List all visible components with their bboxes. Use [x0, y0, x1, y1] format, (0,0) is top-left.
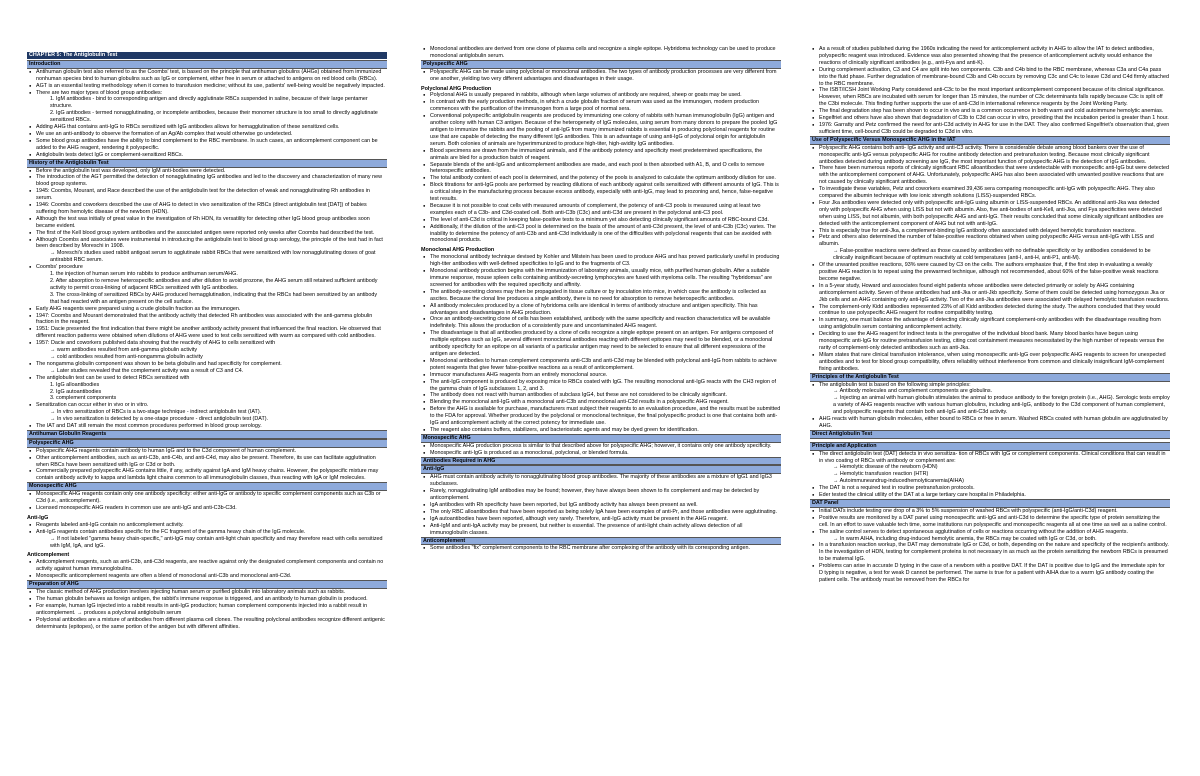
list-item: → Later studies revealed that the complement activity was a result of C3 and C4. [50, 367, 244, 374]
list-item: → warm antibodies resulted from anti-gamma globulin activity [50, 347, 198, 354]
list-item: ● Before the AHG is available for purchase, manufacturers must subject their reagents to an evaluation procedure, and the results must be submitted to the FDA for approval. Whether produced by the polyclonal or monoclonal technique, the final polyspecific product is one that contains both anti-IgG and anticomplement activity at the correct potency for immediate use. [430, 406, 781, 427]
section-header-dat: Direct Antiglobulin Test [810, 430, 1170, 439]
dat-panel-list [810, 508, 1170, 584]
list-item: ● During complement activation, C3 and C4 are split into two components. C3b and C4b bind to the RBC membrane, whereas C3a and C4a pass into the fluid phase. Further degradation of membrane-bound C3b and C4b occurs by removing C3c and C4c to leave C3d and C4d firmly attached to the RBC membrane. [819, 67, 1170, 88]
subsection-header-principle-application: Principle and Application [810, 442, 1170, 451]
list-item: ● The classic method of AHG production involves injecting human serum or purified globulin into laboratory animals such as rabbits. [36, 589, 387, 596]
list-item: ● Petz and others also determined the number of false-positive reactions obtained when using polyspecific AHG versus anti-IgG with LISS and albumin. [819, 234, 1170, 248]
list-item: ● Positive results are monitored by a DAT panel using monospecific anti-IgG and anti-C3d to determine the specific type of protein sensitizing the cell. In an effort to save valuable tech time, some institutions run polyspecific and monospecific reagents all at one time as well as a saline control. [819, 515, 1170, 529]
list-item: ● Monospecific anti-IgG is produced as a monoclonal, polyclonal, or blended formula. [430, 450, 781, 457]
subsection-header-monospecific: Monospecific AHG [27, 482, 387, 491]
list-item: ● The only RBC alloantibodies that have been reported as being solely IgA have been examples of anti-Pr, and those antibodies were agglutinating. [430, 509, 781, 516]
column-3 [810, 46, 1170, 736]
list-item: ● Sensitization can occur either in vivo or in vitro. [36, 402, 387, 409]
list-item: 1. IgM antibodies - bind to corresponding antigen and directly agglutinate RBCs suspended in saline, because of their large pentamer structure. [50, 96, 368, 110]
list-item: → In warm AIHA, including drug-induced hemolytic anemia, the RBCs may be coated with IgG or C3d, or both. [833, 535, 1097, 542]
usage-list [810, 145, 1170, 373]
section-header-preparation: Preparation of AHG [27, 580, 387, 589]
list-item: ● Engelfriet and others have also shown that degradation of C3b to C3d can occur in vitro, providing that the incubation period is greater than 1 hour. [819, 115, 1170, 122]
monoclonal-intro-list [421, 46, 781, 60]
list-item: ● Anti-IgG reagents contain antibodies specific for the FC fragment of the gamma heavy chain of the IgG molecule. [36, 529, 387, 536]
list-item: ● The antibody does not react with human antibodies of subclass IgG4, but these are not considered to be clinically significant. [430, 392, 781, 399]
list-item: 2. IgG antibodies - termed nonagglutinating, or incomplete antibodies, because their monomer structure is too small to directly agglutinate sensitized RBCs. [50, 110, 378, 124]
monospecific-list [421, 443, 781, 457]
section-header-usage: Use of Polyspecific Versus Monospecific AHG in the IAT [810, 136, 1170, 145]
subheading-monoclonal-production: Monoclonal AHG Production [421, 247, 495, 254]
list-item: 1. the injection of human serum into rabbits to produce antihuman serum/AHG. [50, 271, 238, 278]
list-item: 1. IgG alloantibodies [50, 381, 100, 388]
list-item: ● Adding AHG that contains anti-IgG to RBCs sensitized with IgG antibodies allows for hemagglutination of these sensitized cells. [36, 124, 387, 131]
list-item: 3. complement components [50, 395, 117, 402]
list-item: ● AHG reacts with human globulin molecules, either bound to RBCs or free in serum. Washed RBCs coated with human globulin are agglutinated by AHG. [819, 416, 1170, 430]
list-item: ● The complement-only Kidd antibodies represented 23% of all Kidd antibodies detected during the study. The authors concluded that they would continue to use polyspecific AHG reagent for routine compatibility testing. [819, 304, 1170, 318]
section-header-principles: Principles of the Antiglobulin Test [810, 373, 1170, 382]
list-item: ● We use an anti-antibody to observe the formation of an Ag/Ab complex that would otherwise go undetected. [36, 131, 387, 138]
preparation-list [27, 589, 387, 630]
list-item: ● Eder tested the clinical utility of the DAT at a large tertiary care hospital in Philadelphia. [819, 492, 1170, 499]
list-item: → cold antibodies resulted from anti-nongamma globulin activity [50, 353, 203, 360]
list-item: ● Initial DATs include testing one drop of a 3% to 5% suspension of washed RBCs with polyspecific (anti-IgG/anti-C3d) reagent. [819, 508, 1170, 515]
list-item: ● Monospecific AHG production process is similar to that described above for polyspecific AHG; however, it contains only one antibody specificity. [430, 443, 781, 450]
list-item: ● AGT is an essential testing methodology when it comes to transfusion medicine; without its use, patients' well-being would be negatively impacted. [36, 83, 387, 90]
principles-list [810, 382, 1170, 430]
monospecific-list [27, 491, 387, 512]
list-item: ● There have been numerous reports of clinically significant RBC alloantibodies that were undetectable with monospecific anti-IgG but were detected with the anticomplement component of AHG. Unfortunately, polyspecific AHG has also been associated with unwanted positive reactions that are not caused by clinically significant antibodies. [819, 165, 1170, 186]
polyspecific-list [421, 69, 781, 83]
introduction-list [27, 69, 387, 159]
list-item: → Antibody molecules and complement components are globulins. [833, 388, 993, 395]
list-item: ● The antibody-secreting clones may then be propagated in tissue culture or by inoculation into mice, in which case the antibody is collected as ascites. Because the clonal line produces a single antibody, there is no need for absorption to remove heterospecific antibodies. [430, 289, 781, 303]
list-item: ● The direct antiglobulin test (DAT) detects in vivo sensitiza- tion of RBCs with IgG or complement components. Clinical conditions that can result in in vivo coating of RBCs with antibody or complement are: [819, 451, 1170, 465]
section-header-reagents: Antihuman Globulin Reagents [27, 430, 387, 439]
list-item: ● Additionally, if the dilution of the anti-C3 pool is determined on the basis of the amount of anti-C3d present, the level of anti-C3b (C3c) varies. The inability to determine the potency of anti-C3b and anti-C3d individually is one of the difficulties with polyclonal reagents that can be avoided with monoclonal products. [430, 224, 781, 245]
list-item: ● Monospecific AHG reagents contain only one antibody specificity: either anti-IgG or antibody to specific complement components such as C3b or C3d (i.e., anticomplement). [36, 491, 387, 505]
list-item: ● 1945: Coombs, Mourant, and Race described the use of the antiglobulin test for the detection of weak and nonagglutinating Rh antibodies in serum. [36, 188, 387, 202]
list-item: ● The reagent also contains buffers, stabilizers, and bacteriostatic agents and may be dyed green for identification. [430, 427, 781, 434]
list-item: ● The monoclonal antibody technique devised by Kohler and Milstein has been used to produce AHG and has proved particularly useful in producing high-titer antibodies with well-defined specificities to IgG and to the fragments of C3. [430, 254, 781, 268]
list-item: ● To investigate these variables, Petz and coworkers examined 39,436 sera comparing monospecific anti-IgG with polyspecific AHG. They also compared the albumin technique with low ionic strength solutions (LISS)-suspended RBCs. [819, 186, 1170, 200]
list-item: 3. The cross-linking of sensitized RBCs by AHG produced hemagglutination, indicating that the RBCs had been sensitized by an antibody that had reacted with an antigen present on the cell surface. [50, 291, 378, 305]
anticomplement-list [27, 559, 387, 580]
list-item: ● Early AHG reagents were prepared using a crude globulin fraction as the immunogen. [36, 306, 387, 313]
list-item: ● Polyspecific AHG reagents contain antibody to human IgG and to the C3d component of human complement. [36, 448, 387, 455]
anticomplement-continued-list [810, 46, 1170, 136]
list-item: ● The level of anti-C3d is critical in keeping false-positive tests to a minimum yet also detecting clinically significant amounts of RBC-bound C3d. [430, 217, 781, 224]
list-item: ● The ISBT/ICSH Joint Working Party considered anti-C3c to be the most important anticomplement component because of its clinical significance. However, when RBCs are incubated with serum for longer than 15 minutes, the number of C3c determinants falls rapidly because C3c is split off the C3bi molecule. This finding further supports the use of anti-C3d in international reference reagents by the Joint Working Party. [819, 87, 1170, 108]
list-item: ● Polyspecific AHG contains both anti- IgG activity and anti-C3 activity. There is considerable debate among blood bankers over the use of monospecific anti-IgG versus polyspecific AHG for routine antibody detection and pretransfusion testing. Because most clinically significant antibodies detected during antibody screening are IgG, the most important function of polyspecific AHG is the detection of IgG antibodies. [819, 145, 1170, 166]
list-item: ● Monoclonal antibodies to human complement components anti-C3b and anti-C3d may be blended with polyclonal anti-IgG from rabbits to achieve potent reagents that give fewer false-positive reactions as a result of anticomplement. [430, 358, 781, 372]
subsection-header-anticomplement: Anticomplement [421, 537, 781, 546]
list-item: ● 1957: Dacie and coworkers published data showing that the reactivity of AHG to cells sensitized with [36, 340, 387, 347]
list-item: → Injecting an animal with human globulin stimulates the animal to produce antibody to the foreign protein (i.e., AHG). Serologic tests employ a variety of AHG reagents reactive with various human globulins, including anti-IgG, antibody to the C3d component of human complement, and polyspecific reagents that contain both anti-IgG and anti-C3d activity. [833, 395, 1170, 416]
list-item: ● The total antibody content of each pool is determined, and the potency of the pools is analyzed to calculate the optimum antibody dilution for use. [430, 175, 781, 182]
list-item: 2. IgG autoantibodies [50, 388, 102, 395]
list-item: ● 1947: Coombs and Mourant demonstrated that the antibody activity that detected Rh antibodies was associated with the anti-gamma globulin fraction in the reagent. [36, 313, 387, 327]
section-header-introduction: Introduction [27, 60, 387, 69]
list-item: ● In contrast with the early production methods, in which a crude globulin fraction of serum was used as the immunogen, modern production commences with the purification of the immunogen from a large pool of normal sera. [430, 99, 781, 113]
list-item: → Autoimmuneandrug-inducedhemolyticanemia(AIHA) [833, 478, 964, 485]
list-item: ● The final degradation step has been shown to occur in vivo and is a common occurrence in both warm and cold autoimmune hemolytic anemias. [819, 108, 1170, 115]
list-item: ● As a result of studies published during the 1960s indicating the need for anticomplement activity in AHG to allow the IAT to detect antibodies, polyspecific reagent was introduced. Evidence was also presented showing that the presence of anticomplement activity would enhance the reactions of clinically significant antibodies (e.g., anti-Fya and anti-K). [819, 46, 1170, 67]
list-item: ● IgA autoantibodies have been reported, although very rarely. Therefore, anti-IgG activity must be present in the AHG reagent. [430, 516, 781, 523]
list-item: ● The human globulin behaves as foreign antigen, the rabbit's immune response is triggered, and an antibody to human globulin is produced. [36, 596, 387, 603]
subheading-anticomplement: Anticomplement [27, 552, 70, 559]
list-item: ● The introduction of the AGT permitted the detection of nonagglutinating IgG antibodies and led to the discovery and characterization of many new blood group systems. [36, 174, 387, 188]
list-item: ● Although Coombs and associates were instrumental in introducing the antiglobulin test to blood group serology, the principle of the test had in fact been described by Moreschi in 1908. [36, 237, 387, 251]
section-header-history: History of the Antiglobulin Test [27, 159, 387, 168]
list-item: ● Four Jka antibodies were detected only with polyspecific anti-IgG using albumin or LISS-suspended RBCs. An additional anti-Jka was detected only with polyspecific AHG when using LISS but not with albumin. Also, five anti-bodies of anti-Kell, anti-Jka, and Fya specificities were detected when using LISS, but not albumin, with both polyspecific AHG and anti-IgG. Their results concluded that some clinically significant antibodies are detected with the anticomplement component of AHG but not with anti-IgG. [819, 200, 1170, 228]
list-item: ● Some antibodies "fix" complement components to the RBC membrane after complexing of the antibody with its corresponding antigen. [430, 545, 781, 552]
list-item: ● Blood specimens are drawn from the immunized animals, and if the antibody potency and specificity meet predetermined specifications, the animals are bled for a production batch of reagent. [430, 148, 781, 162]
list-item: 2. After absorption to remove heterospecific antibodies and after dilution to avoid prozone, the AHG serum still retained sufficient antibody activity to permit cross-linking of adjacent RBCs sensitized with IgG antibodies. [50, 278, 378, 291]
list-item: ● Immucor manufactures AHG reagents from an entirely monoclonal source. [430, 372, 781, 379]
section-header-antibodies-required: Antibodies Required in AHG [421, 457, 781, 466]
list-item: ● This is especially true for anti-Jka, a complement-binding IgG antibody often associated with delayed hemolytic transfusion reactions. [819, 228, 1170, 235]
subsection-header-dat-panel: DAT Panel [810, 499, 1170, 508]
anticomplement-list [421, 545, 781, 552]
list-item: ● Conventional polyspecific antiglobulin reagents are produced by immunizing one colony of rabbits with human immunoglobulin (IgG) antigen and another colony with human C3 antigen. Because of the heterogeneity of IgG molecules, using serum from many donors to prepare the pooled IgG antigen to immunize the rabbits and the pooling of anti-IgG from many immunized rabbits is essential in producing polyclonal reagents for routine use that are capable of detecting the many different IgG antibodies. This is an advantage of using anti-IgG of polyclonal origin for antiglobulin serum. Both colonies of animals are hyperimmunized to produce high-titer, high-avidity IgG antibodies. [430, 113, 781, 148]
list-item: ● All antibody molecules produced by a clone of hybridoma cells are identical in terms of antibody structure and antigen specificity. This has advantages and disadvantages in AHG production. [430, 303, 781, 317]
list-item: ● Rarely, nonagglutinating IgM antibodies may be found; however, they have always been shown to fix complement and may be detected by anticomplement. [430, 488, 781, 502]
column-1 [27, 52, 387, 716]
list-item: ● Block titrations for anti-IgG pools are performed by reacting dilutions of each antibody against cells sensitized with different amounts of IgG. This is a critical step in the manufacturing process because excess antibody, especially with anti-IgG, may lead to prozoning and, hence, false-negative test results. [430, 182, 781, 203]
polyspecific-list [27, 448, 387, 483]
section-header-polyspecific: Polyspecific AHG [421, 60, 781, 69]
list-item: ● 1946: Coombs and coworkers described the use of AHG to detect in vivo sensitization of the RBCs (direct antiglobulin test [DAT]) of babies suffering from hemolytic disease of the newborn (HDN). [36, 202, 387, 216]
list-item: ● The nongamma globulin component was shown to be beta globulin and had specificity for complement. [36, 361, 387, 368]
polyclonal-production-list [421, 92, 781, 244]
list-item: ● Milam states that rare clinical transfusion intolerance, when using monospecific anti-IgG over polyspecific AHG reagents to screen for unexpected antibodies and to test for blood group compatibility, offers reliability without interference from common and clinically insignificant IgM-complement fixing antibodies. [819, 352, 1170, 373]
list-item: ● Blending the monoclonal anti-IgG with a monoclonal anti-C3b and monoclonal anti-C3d results in a polyspecific AHG reagent. [430, 399, 781, 406]
list-item: ● The antiglobulin test is based on the following simple principles: [819, 382, 1170, 389]
list-item: → Moreschi's studies used rabbit antigoat serum to agglutinate rabbit RBCs that were sensitized with low nonagglutinating doses of goat antirabbit RBC serum. [50, 250, 376, 264]
list-item: ● AHG must contain antibody activity to nonagglutinating blood group antibodies. The majority of these antibodies are a mixture of IgG1 and IgG3 subclasses. [430, 474, 781, 488]
list-item: ● Before the antiglobulin test was developed, only IgM anti-bodies were detected. [36, 168, 387, 175]
section-header-monospecific: Monospecific AHG [421, 434, 781, 443]
list-item: ● Monoclonal antibody production begins with the immunization of laboratory animals, usually mice, with purified human globulin. After a suitable immune response, mouse spleen cells containing antibody-secreting lymphocytes are fused with myeloma cells. The resulting "hybridomas" are screened for antibodies with the required specificity and affinity. [430, 268, 781, 289]
dat-principle-list [810, 451, 1170, 499]
list-item: ● Other anticomplement antibodies, such as anti-C3b, anti-C4b, and anti-C4d, may also be present. Therefore, its use can facilitate agglutination when RBCs have been sensitized with IgG or C3d or both. [36, 455, 387, 469]
list-item: ● Problems can arise in accurate D typing in the case of a newborn with a positive DAT. If the DAT is positive due to IgG and the immediate spin for D typing is negative, a test for weak D cannot be performed. The same is true for a patient with AIHA due to a warm IgG antibody coating the patient cells. The antibody must be removed from the RBCs for [819, 563, 1170, 584]
list-item: → Hemolytic disease of the newborn (HDN) [833, 464, 938, 471]
list-item: ● Polyclonal AHG is usually prepared in rabbits, although when large volumes of antibody are required, sheep or goats may be used. [430, 92, 781, 99]
list-item: ● The IAT and DAT still remain the most common procedures performed in blood group serology. [36, 423, 387, 430]
list-item: ● Licensed monospecific AHG readers in common use are anti-IgG and anti-C3b-C3d. [36, 505, 387, 512]
list-item: → If not labeled "gamma heavy chain-specific," anti-IgG may contain anti-light chain specificity and may therefore react with cells sensitized with IgM, IgA, and IgG. [50, 535, 383, 549]
list-item: ● 1976: Garratty and Petz confirmed the need for anti-C3d activity in AHG for use in the DAT. They also confirmed Engelfriet's observation that, given sufficient time, cell-bound C3b could be degraded to C3d in vitro. [819, 122, 1170, 136]
list-item: ● Antihuman globulin test also referred to as the Coombs' test, is based on the principle that antihuman globulins (AHGs) obtained from immunized nonhuman species bind to human globulins such as IgG or complement, either free in serum or attached to antigens on red blood cells (RBCs). [36, 69, 387, 83]
list-item: ● The first of the Kell blood group system antibodies and the associated antigen were reported only weeks after Coombs had described the test. [36, 230, 387, 237]
list-item: ● 1951: Dacie presented the first indication that there might be another antibody activity present that influenced the final reaction. He observed that different reaction patterns were obtained when dilutions of AHG were used to test cells sensitized with warm as compared with cold antibodies. [36, 326, 387, 340]
list-item: ● Commercially prepared polyspecific AHG contains little, if any, activity against IgA and IgM heavy chains. However, the polyspecific mixture may contain antibody activity to kappa and lambda light chains common to all immunoglobulin classes, thus reacting with IgA or IgM molecules. [36, 468, 387, 482]
chapter-title: CHAPTER 5: The Antiglobulin Test [27, 52, 387, 60]
list-item: ● Because it is not possible to coat cells with measured amounts of complement, the potency of anti-C3 pools is measured using at least two examples each of a C3b- and C3d-coated cell. Both anti-C3b (C3c) and anti-C3d are present in the polyclonal anti-C3 pool. [430, 203, 781, 217]
list-item: ● Polyclonal antibodies are a mixture of antibodies from different plasma cell clones. The resulting polyclonal antibodies recognize different antigenic determinants (epitopes), or the same portion of the antigen but with different affinities. [36, 617, 387, 631]
list-item: ● For example, human IgG injected into a rabbit results in anti-IgG production; human complement components injected into a rabbit result in anticomplement. → produces a polyclonal antiglobulin serum [36, 603, 387, 617]
list-item: ● In a transfusion reaction workup, the DAT may demonstrate IgG or C3d, or both, depending on the nature and specificity of the recipient's antibody. In the investigation of HDN, testing for complement proteins is not necessary in as much as the protein sensitizing the newborn RBCs is presumed to be maternal IgG. [819, 542, 1170, 563]
subheading-anti-igg: Anti-IgG [27, 514, 49, 521]
list-item: ● Polyspecific AHG can be made using polyclonal or monoclonal antibodies. The two types of antibody production processes are very different from one another, yielding two very different advantages and disadvantages in their usage. [430, 69, 781, 83]
list-item: → Hemolytic transfusion reaction (HTR) [833, 471, 929, 478]
list-item: ● Monoclonal antibodies are derived from one clone of plasma cells and recognize a single epitope. Hybridoma technology can be used to produce monoclonal antiglobulin serum. [430, 46, 781, 60]
list-item: ● Anticomplement reagents, such as anti-C3b, anti-C3d reagents, are reactive against only the designated complement components and contain no activity against human immunoglobulins. [36, 559, 387, 573]
subsection-header-polyspecific: Polyspecific AHG [27, 439, 387, 448]
list-item: → In vivo sensitization is detected by a one-stage procedure - direct antiglobulin test (DAT). [50, 416, 269, 423]
list-item: ● Some blood group antibodies have the ability to bind complement to the RBC membrane. In such cases, an anticomplement component can be added to the AHG reagent, rendering it polyspecific. [36, 138, 387, 152]
list-item: ● In a 5-year study, Howard and associates found eight patients whose antibodies were detected primarily or solely by AHG containing anticomplement activity. Seven of these antibodies had anti-Jka or anti-Jkb specificity. Some of them could be detected using homozygous Jka or Jkb cells and an AHG containing only anti-IgG activity. Two of the anti-Jka antibodies were associated with delayed hemolytic transfusion reactions. [819, 283, 1170, 304]
list-item: ● The disadvantage is that all antibodies produced by a clone of cells recognize a single epitope present on an antigen. For antigens composed of multiple epitopes such as IgG, several different monoclonal antibodies reacting with different epitopes may need to be blended, or a monoclonal antibody specificity for an epitope on all variants of a particular antigen may need to be selected to ensure that all different expressions of the antigen are detected. [430, 330, 781, 358]
list-item: → In vitro sensitization of RBCs is a two-stage technique - indirect antiglobulin test (IAT). [50, 409, 262, 416]
anti-igg-list [27, 522, 387, 550]
list-item: ● Coombs' procedure [36, 264, 387, 271]
column-2 [421, 46, 781, 726]
list-item: ● Anti-IgM and anti-IgA activity may be present, but neither is essential. The presence of anti-light chain activity allows detection of all immunoglobulin classes. [430, 523, 781, 537]
list-item: ● Reagents labeled anti-IgG contain no anticomplement activity. [36, 522, 387, 529]
list-item: ● Separate blends of the anti-IgG and anticomplement antibodies are made, and each pool is then absorbed with A1, B, and O cells to remove heterospecific antibodies. [430, 162, 781, 176]
list-item: ● Although the test was initially of great value in the investigation of Rh HDN, its versatility for detecting other IgG blood group antibodies soon became evident. [36, 216, 387, 230]
list-item: ● The DAT is not a required test in routine pretransfusion protocols. [819, 485, 1170, 492]
subheading-polyclonal-production: Polyclonal AHG Production [421, 85, 492, 92]
history-list [27, 168, 387, 430]
list-item: ● The anti-IgG component is produced by exposing mice to RBCs coated with IgG. The resulting monoclonal anti-IgG reacts with the CH3 region of the gamma chain of IgG subclasses 1, 2, and 3. [430, 379, 781, 393]
list-item: ● Deciding to use the AHG reagent for indirect tests is the prerogative of the individual blood bank. Many blood banks have begun using monospecific anti-IgG for routine pretransfusion testing, citing cost containment measures necessitated by the high number of repeats versus the rarity of complement-only detected antibodies such as anti-Jka. [819, 331, 1170, 352]
list-item: ● Of the unwanted positive reactions, 93% were caused by C3 on the cells. The authors emphasize that, if the first step in evaluating a weakly positive AHG reaction is to repeat using the prewarmed technique, although not recommended, about 60% of the false-positive weak reactions become negative. [819, 262, 1170, 283]
list-item: ● In summary, one must balance the advantage of detecting clinically significant complement-only antibodies with the disadvantage resulting from using antiglobulin serum containing anticomplement activity. [819, 317, 1170, 331]
list-item: ● Once an antibody-secreting clone of cells has been established, antibody with the same specificity and reaction characteristics will be available indefinitely. This allows the production of a consistently pure and uncontaminated AHG reagent. [430, 316, 781, 330]
list-item: ● IgA antibodies with Rh specificity have been reported, but IgG antibody activity has always been present as well. [430, 502, 781, 509]
list-item: ● Monospecific anticomplement reagents are often a blend of monoclonal anti-C3b and monoclonal anti-C3d. [36, 573, 387, 580]
anti-igg-list [421, 474, 781, 536]
subsection-header-anti-igg: Anti-IgG [421, 465, 781, 474]
list-item: ● The antiglobulin test can be used to detect RBCs sensitized with [36, 375, 387, 382]
monoclonal-production-list [421, 254, 781, 434]
list-item: ● There are two major types of blood group antibodies: [36, 90, 387, 97]
list-item: → False-positive reactions were defined as those caused by antibodies with no definable specificity or by antibodies considered to be clinically insignificant because of optimum reactivity at cold temperatures (anti-I, anti-H, anti-P1, anti-M). [833, 248, 1151, 262]
list-item: ● The saline control serves to detect spontaneous agglutination of cells or reactions occurring without the addition of AHG reagents. [819, 529, 1170, 536]
list-item: ● Antiglobulin tests detect IgG or complement-sensitized RBCs. [36, 152, 387, 159]
